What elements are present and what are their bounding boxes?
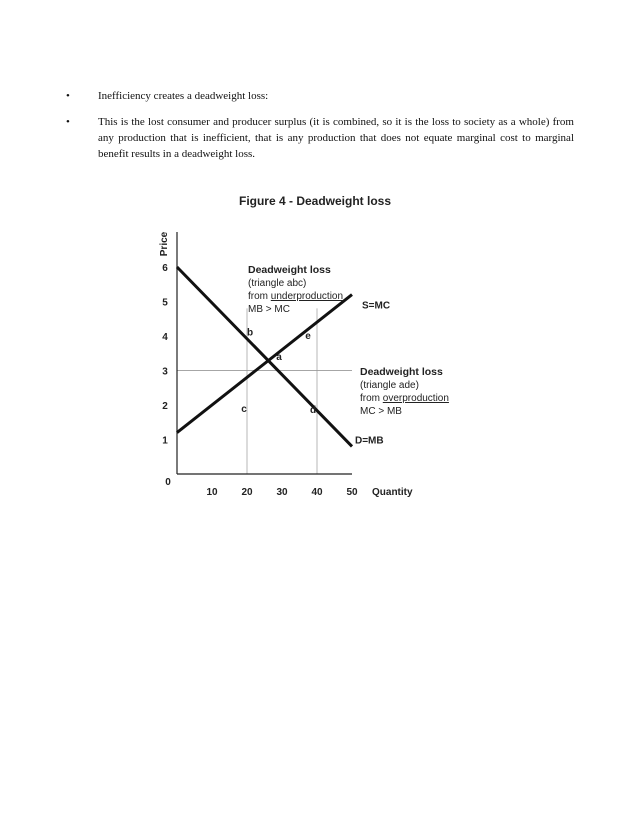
annotation-title: Deadweight loss (360, 366, 443, 378)
annotation-line: MC > MB (360, 406, 402, 417)
bullet-item-explanation (66, 114, 574, 162)
bullet-marker: • (66, 116, 70, 128)
annotation-prefix: from (360, 393, 383, 404)
bullet-list (66, 88, 574, 172)
x-tick-label: 20 (241, 487, 253, 498)
reference-lines (177, 308, 352, 474)
x-tick-label: 40 (311, 487, 323, 498)
x-tick-label: 30 (276, 487, 288, 498)
series-label-d-mb: D=MB (355, 435, 384, 447)
point-label-d: d (309, 405, 317, 416)
y-axis-label: Price (159, 231, 170, 257)
y-tick-label: 6 (162, 263, 168, 274)
bullet-item-inefficiency (66, 88, 574, 104)
series-label-s-mc: S=MC (362, 300, 391, 312)
deadweight-loss-chart (140, 186, 490, 516)
bullet-text: This is the lost consumer and producer surplus (it is combined, so it is the loss to society as a whole) from any production that is inefficient, that is any production that does not equate marginal cost to marginal benefit results in a deadweight loss. (98, 116, 574, 160)
y-tick-label: 1 (162, 435, 168, 447)
annotation-line (360, 393, 449, 404)
x-tick-label: 50 (346, 487, 358, 498)
annotation-underproduction (248, 264, 343, 315)
annotation-underline: overproduction (382, 393, 449, 404)
x-tick-label: 10 (206, 487, 218, 498)
annotation-overproduction (360, 366, 449, 417)
supply-mc-line (177, 295, 352, 433)
y-tick-label: 5 (162, 297, 168, 309)
y-tick-label: 3 (162, 366, 168, 378)
annotation-line: (triangle ade) (360, 380, 419, 391)
annotation-title: Deadweight loss (248, 264, 331, 276)
deadweight-loss-figure (140, 186, 490, 516)
y-tick-label: 4 (162, 332, 168, 343)
bullet-marker: • (66, 90, 70, 102)
bullet-text: Inefficiency creates a deadweight loss: (98, 90, 269, 102)
chart-title: Figure 4 - Deadweight loss (238, 194, 392, 208)
annotation-underline: underproduction (270, 291, 344, 302)
point-label-b: b (246, 327, 254, 339)
annotation-line (248, 291, 343, 302)
point-label-e: e (305, 330, 311, 342)
point-label-c: c (241, 404, 247, 416)
x-axis-label: Quantity (372, 487, 413, 498)
annotation-prefix: from (248, 291, 271, 302)
origin-label: 0 (165, 477, 171, 488)
y-tick-label: 2 (162, 401, 168, 412)
annotation-line: (triangle abc) (248, 278, 307, 289)
annotation-line: MB > MC (248, 304, 290, 315)
point-label-a: a (276, 352, 282, 364)
